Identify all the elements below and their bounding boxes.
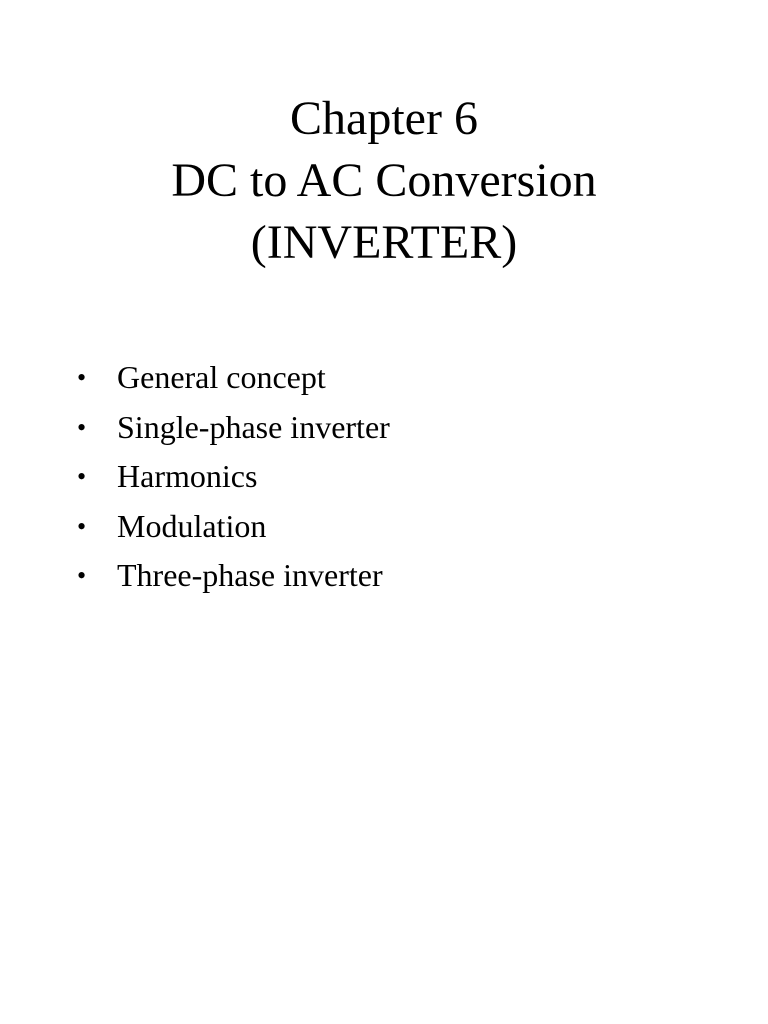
list-item-text: Single-phase inverter xyxy=(117,408,390,445)
list-item-text: Harmonics xyxy=(117,458,258,494)
list-item xyxy=(0,405,768,455)
topic-list xyxy=(0,355,768,603)
list-item xyxy=(0,355,768,405)
list-item-text: Three-phase inverter xyxy=(117,557,383,593)
list-item xyxy=(0,454,768,504)
list-item-text: Modulation xyxy=(117,507,267,544)
bullet-icon: • xyxy=(77,511,87,541)
bullet-icon: • xyxy=(77,363,87,392)
list-item xyxy=(0,504,768,554)
list-item-text: General concept xyxy=(117,359,326,395)
list-item xyxy=(0,553,768,603)
bullet-icon: • xyxy=(77,412,87,442)
bullet-icon: • xyxy=(77,561,87,590)
title-line-topic: DC to AC Conversion xyxy=(171,154,597,207)
title-line-subtitle: (INVERTER) xyxy=(250,216,518,269)
bullet-icon: • xyxy=(77,462,87,491)
title-line-chapter: Chapter 6 xyxy=(290,92,478,145)
slide-title xyxy=(0,88,768,274)
